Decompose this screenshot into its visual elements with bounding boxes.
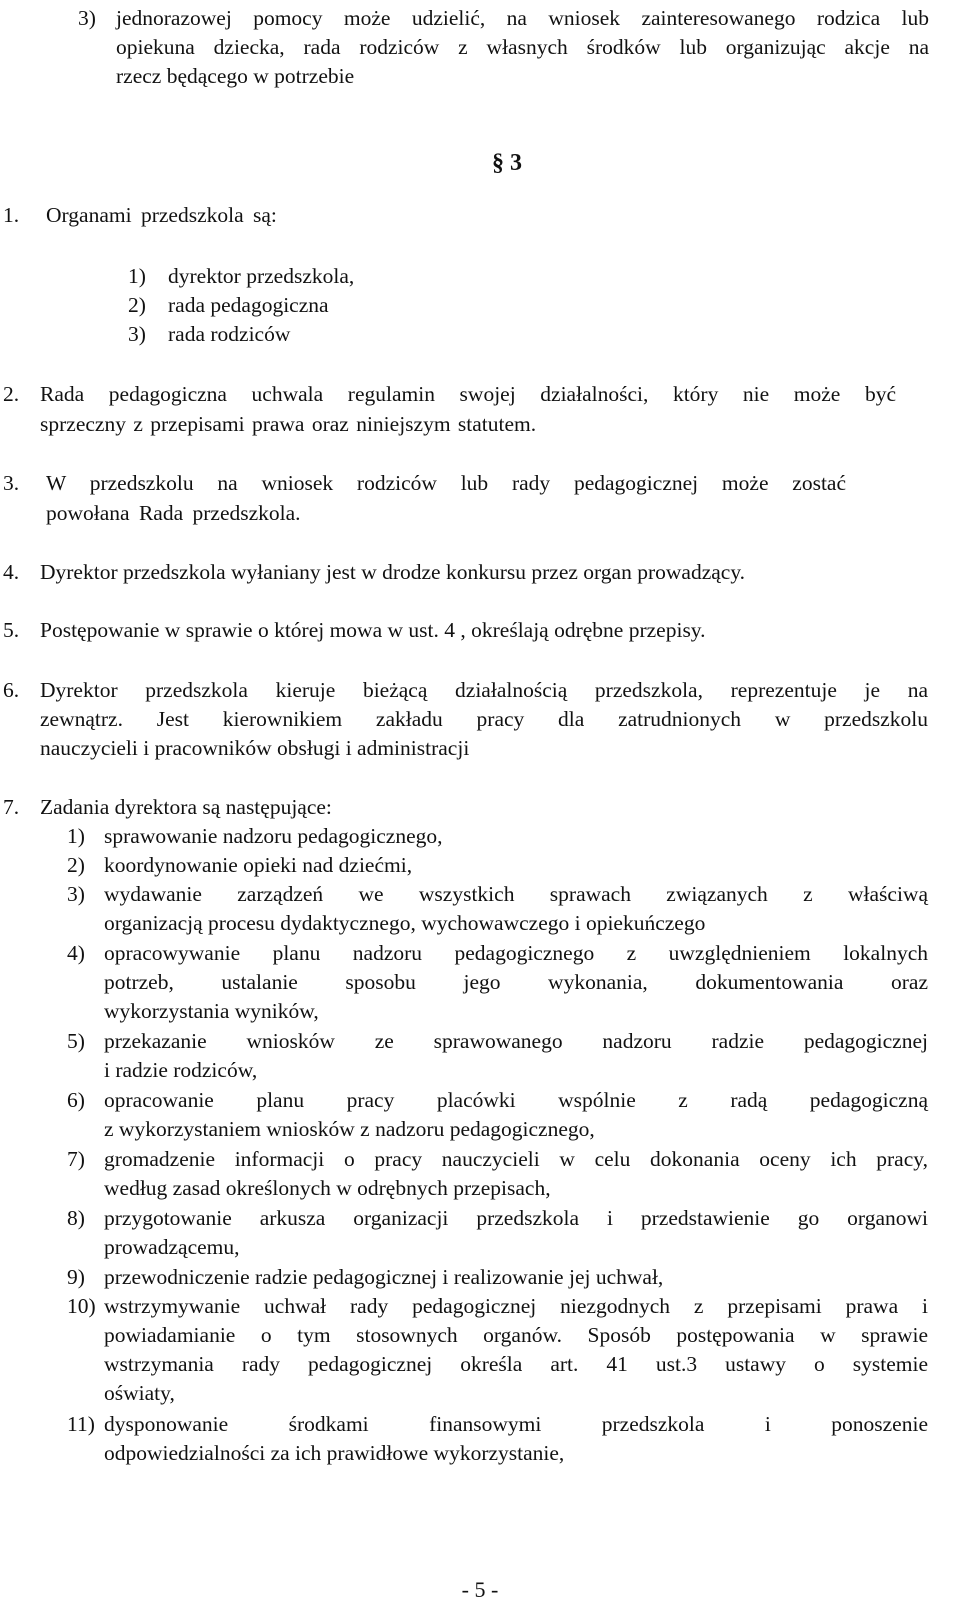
subitem-number: 2): [67, 853, 85, 877]
subitem-number: 9): [67, 1265, 85, 1289]
point-text-line: zewnątrz. Jest kierownikiem zakładu pracy dla zatrudnionych w przedszkolu: [40, 707, 928, 731]
subitem-text-line: i radzie rodziców,: [104, 1058, 258, 1082]
point-text-line: Dyrektor przedszkola kieruje bieżącą działalnością przedszkola, reprezentuje je na: [40, 678, 928, 702]
subitem-text-line: gromadzenie informacji o pracy nauczycieli w celu dokonania oceny ich pracy,: [104, 1147, 928, 1171]
subitem-text-line: dysponowanie środkami finansowymi przedszkola i ponoszenie: [104, 1412, 928, 1436]
point-number: 5.: [3, 618, 20, 642]
point-number: 2.: [3, 382, 20, 406]
section-symbol: §: [492, 150, 504, 176]
section-number: 3: [510, 150, 522, 176]
subitem-number: 7): [67, 1147, 85, 1171]
subitem-text-line: wykorzystania wyników,: [104, 999, 319, 1023]
subitem-text-line: przekazanie wniosków ze sprawowanego nadzoru radzie pedagogicznej: [104, 1029, 928, 1053]
point-number: 1.: [3, 203, 20, 227]
point-number: 6.: [3, 678, 20, 702]
point-text-line: powołana Rada przedszkola.: [46, 501, 301, 525]
subitem-text-line: opracowanie planu pracy placówki wspólnie z radą pedagogiczną: [104, 1088, 928, 1112]
point-text-line: Postępowanie w sprawie o której mowa w ust. 4 , określają odrębne przepisy.: [40, 618, 706, 642]
subitem-number: 4): [67, 941, 85, 965]
subitem-text: rada pedagogiczna: [168, 293, 329, 317]
section-heading: [492, 148, 522, 178]
subitem-number: 5): [67, 1029, 85, 1053]
subitem-text-line: odpowiedzialności za ich prawidłowe wykorzystanie,: [104, 1441, 565, 1465]
subitem-number: 1): [67, 824, 85, 848]
subitem-text: rada rodziców: [168, 322, 291, 346]
subitem-text-line: potrzeb, ustalanie sposobu jego wykonania, dokumentowania oraz: [104, 970, 928, 994]
subitem-number: 11): [67, 1412, 95, 1436]
subitem-text-line: sprawowanie nadzoru pedagogicznego,: [104, 824, 443, 848]
point-text-line: Organami przedszkola są:: [46, 203, 277, 227]
point-text-line: Zadania dyrektora są następujące:: [40, 795, 332, 819]
subitem-text-line: oświaty,: [104, 1381, 175, 1405]
point-number: 7.: [3, 795, 20, 819]
subitem-text-line: z wykorzystaniem wniosków z nadzoru pedagogicznego,: [104, 1117, 595, 1141]
point-text-line: nauczycieli i pracowników obsługi i administracji: [40, 736, 470, 760]
subitem-number: 8): [67, 1206, 85, 1230]
subitem-text-line: przygotowanie arkusza organizacji przedszkola i przedstawienie go organowi: [104, 1206, 928, 1230]
subitem-text-line: według zasad określonych w odrębnych przepisach,: [104, 1176, 551, 1200]
subitem-text-line: koordynowanie opieki nad dziećmi,: [104, 853, 413, 877]
item-text-line: jednorazowej pomocy może udzielić, na wniosek zainteresowanego rodzica lub: [116, 6, 929, 30]
subitem-text-line: wstrzymywanie uchwał rady pedagogicznej niezgodnych z przepisami prawa i: [104, 1294, 928, 1318]
subitem-text-line: przewodniczenie radzie pedagogicznej i realizowanie jej uchwał,: [104, 1265, 664, 1289]
subitem-text-line: organizacją procesu dydaktycznego, wychowawczego i opiekuńczego: [104, 911, 706, 935]
subitem-text-line: prowadzącemu,: [104, 1235, 240, 1259]
subitem-text-line: powiadamianie o tym stosownych organów. Sposób postępowania w sprawie: [104, 1323, 928, 1347]
subitem-text-line: wstrzymania rady pedagogicznej określa art. 41 ust.3 ustawy o systemie: [104, 1352, 928, 1376]
item-text-line: opiekuna dziecka, rada rodziców z własnych środków lub organizując akcje na: [116, 35, 929, 59]
item-text-line: rzecz będącego w potrzebie: [116, 64, 355, 88]
point-text-line: W przedszkolu na wniosek rodziców lub rady pedagogicznej może zostać: [46, 471, 846, 495]
point-number: 4.: [3, 560, 20, 584]
point-text-line: Dyrektor przedszkola wyłaniany jest w drodze konkursu przez organ prowadzący.: [40, 560, 746, 584]
subitem-text-line: wydawanie zarządzeń we wszystkich sprawach związanych z właściwą: [104, 882, 928, 906]
point-text-line: sprzeczny z przepisami prawa oraz niniejszym statutem.: [40, 412, 537, 436]
subitem-number: 6): [67, 1088, 85, 1112]
subitem-text: dyrektor przedszkola,: [168, 264, 355, 288]
subitem-number: 2): [128, 293, 146, 317]
subitem-number: 1): [128, 264, 146, 288]
subitem-number: 3): [67, 882, 85, 906]
point-text-line: Rada pedagogiczna uchwala regulamin swojej działalności, który nie może być: [40, 382, 896, 406]
subitem-number: 3): [128, 322, 146, 346]
page-number: - 5 -: [461, 1577, 499, 1602]
point-number: 3.: [3, 471, 20, 495]
item-number: 3): [78, 6, 96, 30]
subitem-number: 10): [67, 1294, 96, 1318]
subitem-text-line: opracowywanie planu nadzoru pedagogicznego z uwzględnieniem lokalnych: [104, 941, 928, 965]
